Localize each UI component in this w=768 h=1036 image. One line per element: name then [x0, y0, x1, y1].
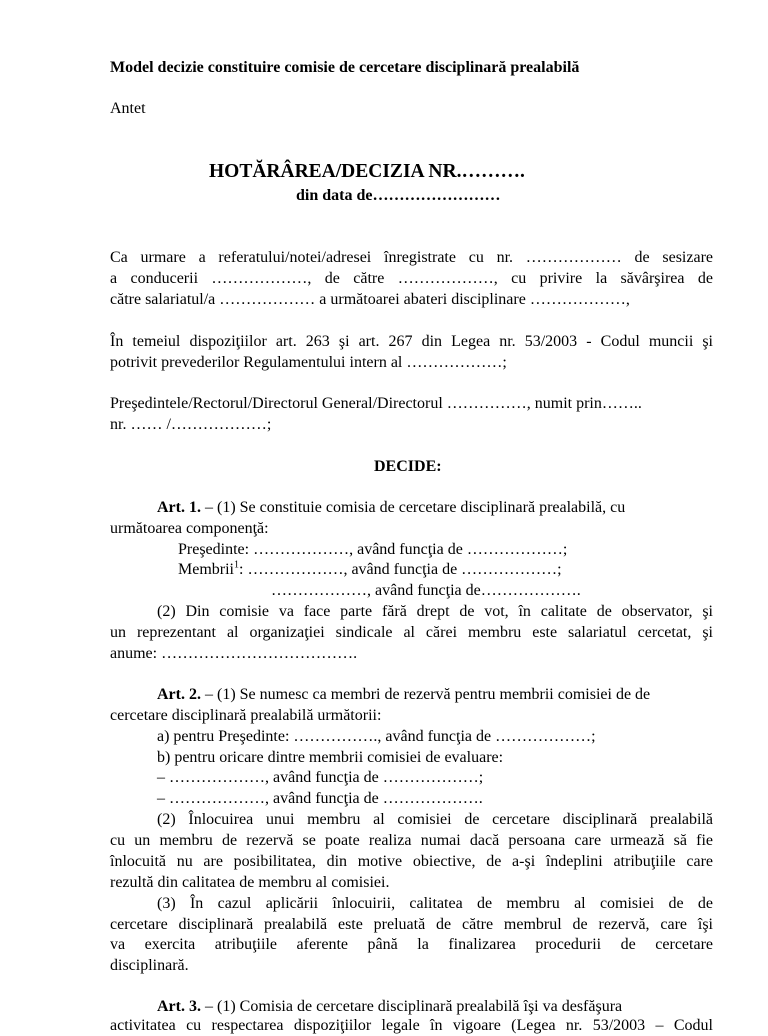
members-label: Membrii	[178, 561, 234, 578]
paragraph-line: a conducerii ………………, de către ………………, cu privire la săvârşirea de	[110, 270, 713, 287]
article-2-label: Art. 2.	[157, 686, 201, 703]
decision-heading: HOTĂRÂREA/DECIZIA NR.……….	[209, 161, 525, 182]
list-item: – ………………, având funcţia de ………………;	[157, 769, 484, 786]
article-1-line	[157, 498, 625, 518]
paragraph-line: (2) Înlocuirea unui membru al comisiei de cercetare disciplinară prealabilă	[157, 811, 713, 828]
paragraph-line: anume: ……………………………….	[110, 645, 358, 662]
members-text: : ………………, având funcţia de ………………;	[239, 561, 562, 578]
article-2-line	[157, 685, 650, 705]
list-item: a) pentru Preşedinte: ……………., având funcţia de ………………;	[157, 728, 596, 745]
paragraph-line: nr. …… /………………;	[110, 416, 272, 433]
article-3-line	[157, 997, 622, 1017]
decision-date: din data de……………………	[296, 187, 501, 204]
paragraph-line: În temeiul dispoziţiilor art. 263 şi art. 267 din Legea nr. 53/2003 - Codul muncii şi	[110, 333, 713, 350]
paragraph-line: următoarea componenţă:	[110, 520, 269, 537]
decide-heading: DECIDE:	[374, 458, 442, 475]
article-1-text: – (1) Se constituie comisia de cercetare disciplinară prealabilă, cu	[200, 499, 626, 516]
list-item: – ………………, având funcţia de ……………….	[157, 790, 483, 807]
article-1-label: Art. 1.	[157, 499, 201, 516]
list-item: b) pentru oricare dintre membrii comisiei de evaluare:	[157, 749, 504, 766]
footnote-marker: 1	[234, 559, 239, 571]
paragraph-line: (2) Din comisie va face parte fără drept de vot, în calitate de observator, şi	[157, 603, 713, 620]
committee-president-line: Preşedinte: ………………, având funcţia de ………………;	[178, 541, 568, 558]
paragraph-line: rezultă din calitatea de membru al comisiei.	[110, 874, 390, 891]
paragraph-line: va exercita atribuţiile aferente până la finalizarea procedurii de cercetare	[110, 936, 713, 953]
committee-members-line	[178, 560, 562, 580]
paragraph-line: activitatea cu respectarea dispoziţiilor legale în vigoare (Legea nr. 53/2003 – Codul	[110, 1017, 713, 1034]
paragraph-line: către salariatul/a ……………… a următoarei abateri disciplinare ………………,	[110, 291, 630, 308]
antet-label: Antet	[110, 100, 146, 117]
article-3-text: – (1) Comisia de cercetare disciplinară prealabilă îşi va desfăşura	[200, 998, 623, 1015]
paragraph-line: cercetare disciplinară prealabilă este preluată de către membrul de rezervă, care îşi	[110, 916, 713, 933]
paragraph-line: potrivit prevederilor Regulamentului intern al ………………;	[110, 354, 507, 371]
paragraph-line: cu un membru de rezervă se poate realiza numai dacă persoana care urmează să fie	[110, 832, 713, 849]
document-title: Model decizie constituire comisie de cercetare disciplinară prealabilă	[110, 59, 580, 76]
paragraph-line: cercetare disciplinară prealabilă următorii:	[110, 707, 382, 724]
paragraph-line: înlocuită nu are posibilitatea, din motive obiective, de a-şi îndeplini atribuţiile care	[110, 853, 713, 870]
committee-member-line: ………………, având funcţia de……………….	[271, 582, 581, 599]
paragraph-line: disciplinară.	[110, 957, 189, 974]
paragraph-line: (3) În cazul aplicării înlocuirii, calitatea de membru al comisiei de de	[157, 895, 713, 912]
article-3-label: Art. 3.	[157, 998, 201, 1015]
paragraph-line: Preşedintele/Rectorul/Directorul General/Directorul ……………, numit prin……..	[110, 395, 642, 412]
article-2-text: – (1) Se numesc ca membri de rezervă pentru membrii comisiei de de	[200, 686, 651, 703]
paragraph-line: un reprezentant al organizaţiei sindicale al cărei membru este salariatul cercetat, şi	[110, 624, 713, 641]
paragraph-line: Ca urmare a referatului/notei/adresei înregistrate cu nr. ……………… de sesizare	[110, 249, 713, 266]
